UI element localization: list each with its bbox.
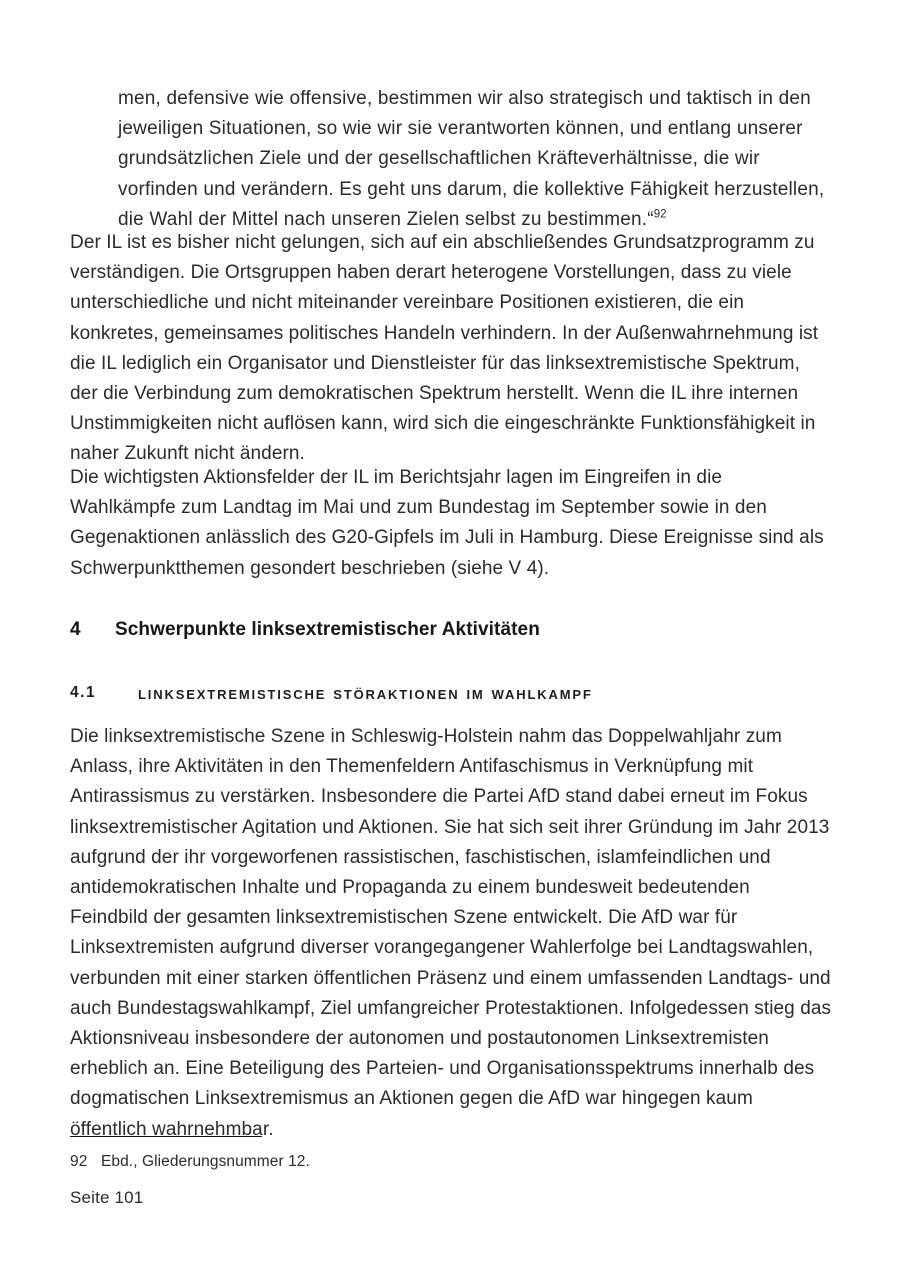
subsection-heading <box>70 679 832 707</box>
section-heading <box>70 615 832 645</box>
blockquote-body: men, defensive wie offensive, bestimmen wir also strategisch und taktisch in den jeweiligen Situationen, so wie wir sie verantworten können, und entlang unserer grundsätzlichen Ziele und der gesellschaftlichen Kräfteverhältnisse, die wir vorfinden und verändern. Es geht uns darum, die kollektive Fähigkeit herzustellen, die Wahl der Mittel nach unseren Zielen selbst zu bestimmen.“ <box>118 88 825 230</box>
footnote-number: 92 <box>70 1153 88 1170</box>
paragraph-2-container <box>70 463 832 584</box>
subsection-heading-container <box>70 679 832 707</box>
footnote-text: Ebd., Gliederungsnummer 12. <box>101 1153 310 1170</box>
section-heading-container <box>70 615 832 645</box>
paragraph-2: Die wichtigsten Aktionsfelder der IL im Berichtsjahr lagen im Eingreifen in die Wahlkämpfe zum Landtag im Mai und zum Bundestag im September sowie in den Gegenaktionen anlässlich des G20-Gipfels im Juli in Hamburg. Diese Ereignisse sind als Schwerpunktthemen gesondert beschrieben (siehe V 4). <box>70 467 824 579</box>
paragraph-1-container <box>70 228 832 470</box>
subsection-heading-number: 4.1 <box>70 684 97 701</box>
blockquote-container <box>70 84 832 235</box>
subsection-heading-title: linksextremistische störaktionen im wahlkampf <box>138 682 593 703</box>
blockquote-text <box>70 84 832 235</box>
paragraph-1: Der IL ist es bisher nicht gelungen, sich auf ein abschließendes Grundsatzprogramm zu verständigen. Die Ortsgruppen haben derart heterogene Vorstellungen, dass zu viele unterschiedliche und nicht miteinander vereinbare Positionen existieren, die ein konkretes, gemeinsames politisches Handeln verhindern. In der Außenwahrnehmung ist die IL lediglich ein Organisator und Dienstleister für das linksextremistische Spektrum, der die Verbindung zum demokratischen Spektrum herstellt. Wenn die IL ihre internen Unstimmigkeiten nicht auflösen kann, wird sich die eingeschränkte Funktionsfähigkeit in naher Zukunft nicht ändern. <box>70 232 819 465</box>
section-heading-number: 4 <box>70 619 81 640</box>
footnote-reference-92: 92 <box>653 208 667 221</box>
footnote-item <box>70 1150 310 1174</box>
paragraph-3-container <box>70 722 832 1145</box>
footnote-separator-rule <box>70 1136 262 1137</box>
page-number-footer: Seite 101 <box>70 1188 144 1207</box>
paragraph-3: Die linksextremistische Szene in Schleswig-Holstein nahm das Doppelwahljahr zum Anlass, ihre Aktivitäten in den Themenfeldern Antifaschismus in Verknüpfung mit Antirassismus zu verstärken. Insbesondere die Partei AfD stand dabei erneut im Fokus linksextremistischer Agitation und Aktionen. Sie hat sich seit ihrer Gründung im Jahr 2013 aufgrund der ihr vorgeworfenen rassistischen, faschistischen, islamfeindlichen und antidemokratischen Inhalte und Propaganda zu einem bundesweit bedeutenden Feindbild der gesamten linksextremistischen Szene entwickelt. Die AfD war für Linksextremisten aufgrund diverser vorangegangener Wahlerfolge bei Landtagswahlen, verbunden mit einer starken öffentlichen Präsenz und einem umfassenden Landtags- und auch Bundestagswahlkampf, Ziel umfangreicher Protestaktionen. Infolgedessen stieg das Aktionsniveau insbesondere der autonomen und postautonomen Linksextremisten erheblich an. Eine Beteiligung des Parteien- und Organisationsspektrums innerhalb des dogmatischen Linksextremismus an Aktionen gegen die AfD war hingegen kaum öffentlich wahrnehmbar. <box>70 726 832 1140</box>
section-heading-title: Schwerpunkte linksextremistischer Aktivitäten <box>115 619 540 640</box>
